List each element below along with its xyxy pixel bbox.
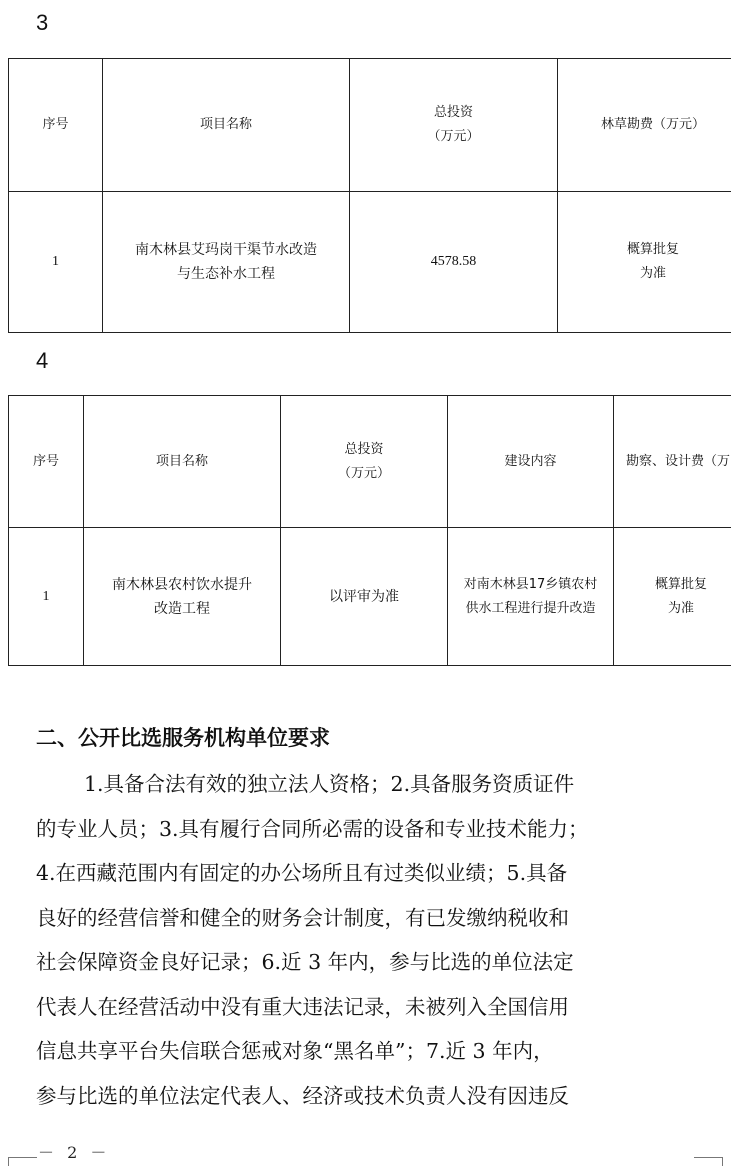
construction-content: 对南木林县17乡镇农村 供水工程进行提升改造 bbox=[448, 528, 614, 666]
paragraph-line: 1.具备合法有效的独立法人资格；2.具备服务资质证件 bbox=[84, 772, 575, 796]
total-investment: 以评审为准 bbox=[281, 528, 448, 666]
header-label: 序号 bbox=[32, 453, 59, 469]
total-investment: 4578.58 bbox=[350, 192, 558, 333]
paragraph-line: 代表人在经营活动中没有重大违法记录，未被列入全国信用 bbox=[36, 994, 569, 1019]
header-label: 勘察、设计费（万 bbox=[626, 453, 731, 469]
table-header-row bbox=[9, 396, 731, 528]
header-cell-index bbox=[9, 59, 103, 192]
crop-mark-left bbox=[8, 1157, 37, 1166]
header-cell-content bbox=[448, 396, 614, 528]
header-label: 项目名称 bbox=[199, 117, 252, 132]
header-cell-investment bbox=[350, 59, 558, 192]
row-index: 1 bbox=[9, 192, 103, 333]
header-cell-investment bbox=[281, 396, 448, 528]
header-cell-fee bbox=[614, 396, 731, 528]
table-header-row bbox=[9, 59, 731, 192]
requirements-paragraph bbox=[36, 762, 708, 1118]
section-heading: 二、公开比选服务机构单位要求 bbox=[36, 726, 330, 750]
page-number: － 2 － bbox=[38, 1143, 111, 1162]
header-label: 序号 bbox=[42, 117, 69, 132]
paragraph-line: 信息共享平台失信联合惩戒对象“黑名单”；7.近 3 年内， bbox=[36, 1039, 554, 1063]
header-label: 林草勘费（万元） bbox=[600, 117, 705, 132]
project-table-4 bbox=[8, 395, 731, 666]
table-row bbox=[9, 528, 731, 666]
header-label: 项目名称 bbox=[155, 453, 208, 469]
design-fee: 概算批复 为准 bbox=[614, 528, 731, 666]
paragraph-line: 社会保障资金良好记录；6.近 3 年内，参与比选的单位法定 bbox=[36, 950, 574, 974]
paragraph-line: 参与比选的单位法定代表人、经济或技术负责人没有因违反 bbox=[36, 1083, 569, 1108]
paragraph-line: 良好的经营信誉和健全的财务会计制度，有已发缴纳税收和 bbox=[36, 905, 569, 930]
header-cell-index bbox=[9, 396, 84, 528]
paragraph-line: 4.在西藏范围内有固定的办公场所且有过类似业绩；5.具备 bbox=[36, 861, 568, 885]
crop-mark-right bbox=[694, 1157, 723, 1166]
row-index: 1 bbox=[9, 528, 84, 666]
project-table-3 bbox=[8, 58, 731, 333]
header-label: 建设内容 bbox=[504, 453, 557, 469]
header-cell-name bbox=[103, 59, 350, 192]
header-label: 总投资 （万元） bbox=[427, 105, 480, 144]
header-cell-fee bbox=[558, 59, 731, 192]
section-number-4: 4 bbox=[36, 348, 49, 373]
survey-fee: 概算批复 为准 bbox=[558, 192, 731, 333]
header-cell-name bbox=[84, 396, 281, 528]
paragraph-line: 的专业人员；3.具有履行合同所必需的设备和专业技术能力； bbox=[36, 816, 589, 841]
header-label: 总投资 （万元） bbox=[337, 441, 390, 481]
project-name: 南木林县艾玛岗干渠节水改造 与生态补水工程 bbox=[103, 192, 350, 333]
project-name: 南木林县农村饮水提升 改造工程 bbox=[84, 528, 281, 666]
table-row bbox=[9, 192, 731, 333]
section-number-3: 3 bbox=[36, 10, 49, 35]
